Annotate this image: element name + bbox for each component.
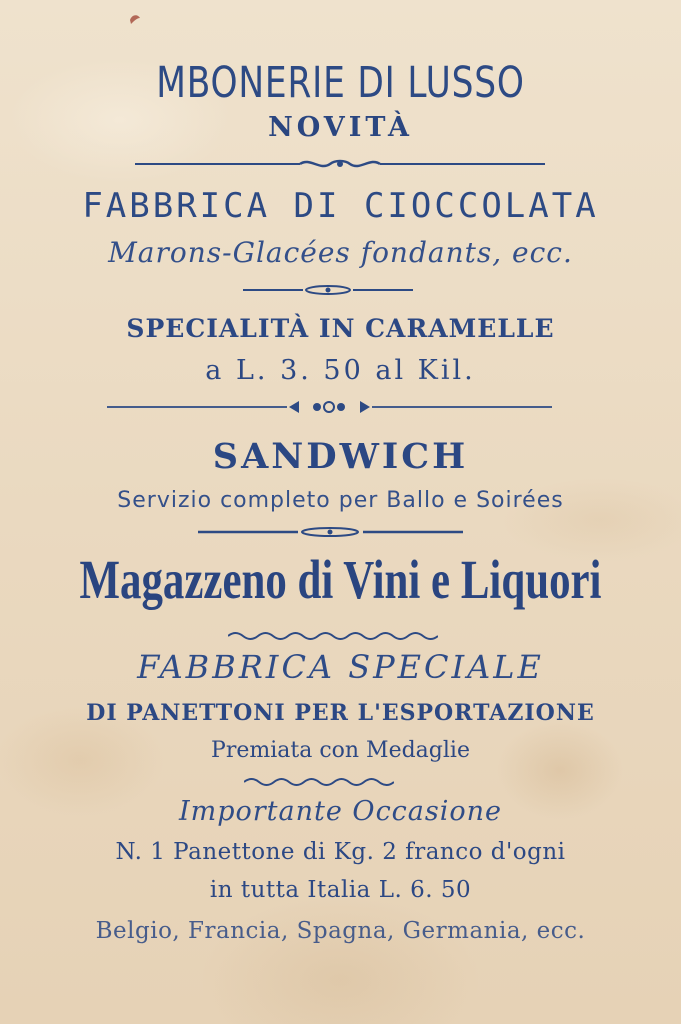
ornament-divider-4 [198,527,463,537]
header-line: MBONERIE DI LUSSO [156,58,525,108]
magazzeno-heading: Magazzeno di Vini e Liquori [79,549,602,610]
panettone-offerta-text: N. 1 Panettone di Kg. 2 franco d'ogni [115,839,566,865]
panettoni-heading: DI PANETTONI PER L'ESPORTAZIONE [86,700,595,726]
wavy-divider-1 [228,630,438,642]
premiata-text: Premiata con Medaglie [211,738,470,763]
ornament-divider-1 [135,157,545,171]
italia-prezzo-text: in tutta Italia L. 6. 50 [209,877,472,903]
fabbrica-cioccolata-heading: FABBRICA DI CIOCCOLATA [82,186,599,226]
ink-blot-mark [128,12,142,26]
wavy-divider-2 [244,776,394,788]
paesi-text: Belgio, Francia, Spagna, Germania, ecc. [95,918,586,944]
servizio-text: Servizio completo per Ballo e Soirées [117,488,564,513]
specialita-caramelle-heading: SPECIALITÀ IN CARAMELLE [126,314,555,343]
marons-glacees-text: Marons-Glacées fondants, ecc. [108,236,573,269]
ornament-divider-2 [243,284,413,296]
sandwich-heading: SANDWICH [212,436,469,477]
novita-heading: NOVITÀ [268,112,413,143]
occasione-heading: Importante Occasione [178,796,503,827]
prezzo-caramelle-text: a L. 3. 50 al Kil. [205,355,476,386]
ornament-divider-3 [107,399,552,415]
fabbrica-speciale-heading: FABBRICA SPECIALE [137,648,544,686]
